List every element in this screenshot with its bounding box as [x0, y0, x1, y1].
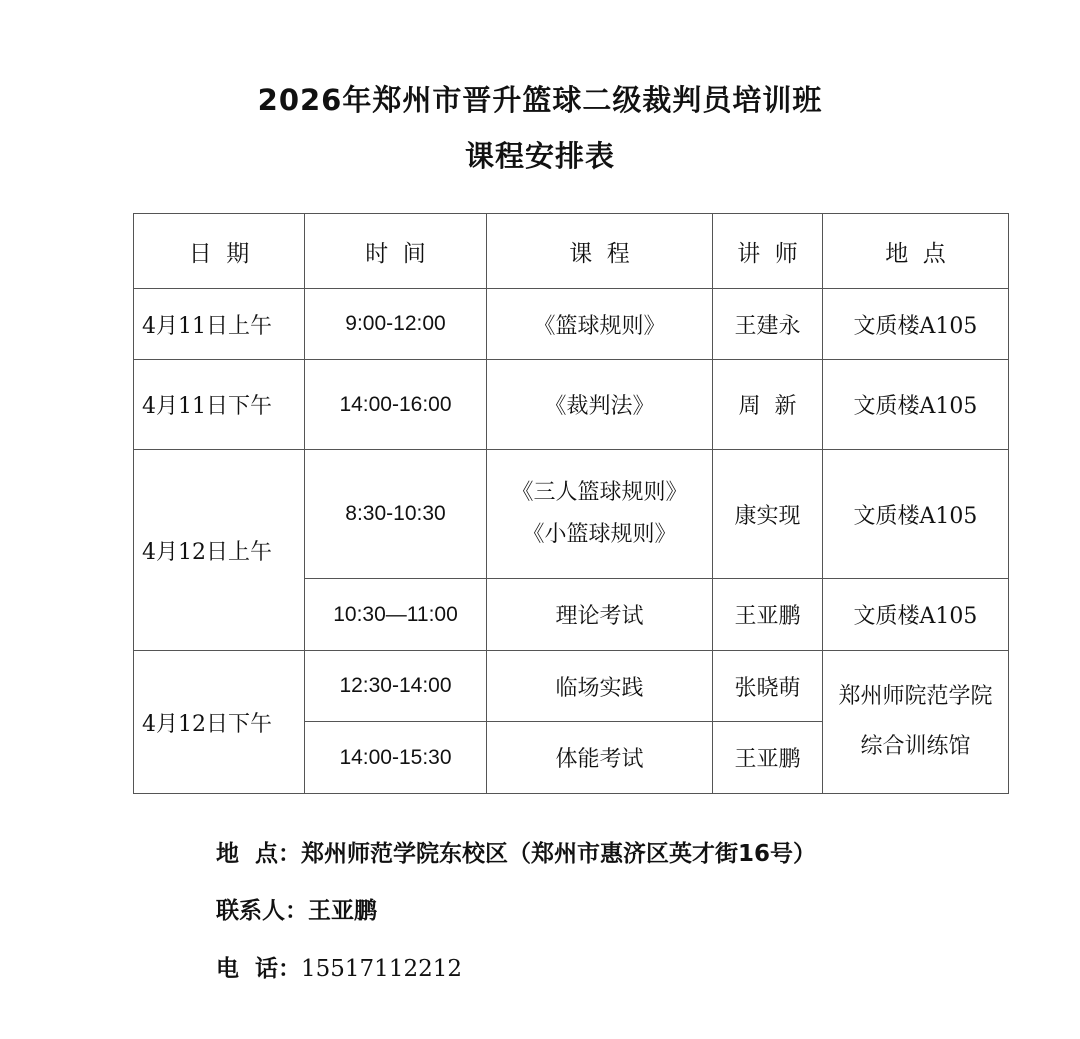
- course-cell: [487, 450, 713, 579]
- location-cell: 文质楼A105: [823, 450, 1009, 579]
- header-date: 日 期: [134, 214, 305, 289]
- schedule-table: [133, 213, 1009, 794]
- date-cell: 4月11日下午: [134, 360, 305, 450]
- contact-value: 王亚鹏: [308, 898, 377, 924]
- location-cell: 文质楼A105: [823, 289, 1009, 360]
- lecturer-cell: 王建永: [713, 289, 823, 360]
- header-course: 课 程: [487, 214, 713, 289]
- phone-value: 15517112212: [301, 956, 462, 982]
- phone-line: [216, 950, 462, 983]
- course-line: 《小篮球规则》: [522, 522, 677, 547]
- course-cell: 体能考试: [487, 722, 713, 794]
- time-cell: 9:00-12:00: [305, 289, 487, 360]
- address-line: [216, 835, 816, 868]
- table-row: [134, 289, 1009, 360]
- location-cell: 文质楼A105: [823, 360, 1009, 450]
- date-cell: 4月12日上午: [134, 450, 305, 651]
- course-cell: 理论考试: [487, 579, 713, 651]
- course-line: 《三人篮球规则》: [511, 480, 688, 505]
- contact-label: 联系人：: [216, 898, 308, 924]
- lecturer-cell: 张晓萌: [713, 651, 823, 722]
- document-title: 2026年郑州市晋升篮球二级裁判员培训班: [257, 83, 823, 117]
- table-row: [134, 651, 1009, 722]
- lecturer-cell: 王亚鹏: [713, 579, 823, 651]
- table-row: [134, 360, 1009, 450]
- time-cell: 14:00-15:30: [305, 722, 487, 794]
- location-line: 郑州师院范学院: [838, 684, 993, 709]
- date-cell: 4月12日下午: [134, 651, 305, 794]
- table-header-row: [134, 214, 1009, 289]
- document-subtitle: 课程安排表: [464, 139, 615, 173]
- time-cell: 8:30-10:30: [305, 450, 487, 579]
- time-cell: 12:30-14:00: [305, 651, 487, 722]
- address-label: 地 点：: [216, 841, 302, 867]
- lecturer-cell: 周 新: [713, 360, 823, 450]
- header-time: 时 间: [305, 214, 487, 289]
- header-location: 地 点: [823, 214, 1009, 289]
- phone-label: 电 话：: [216, 956, 302, 982]
- course-cell: 《裁判法》: [487, 360, 713, 450]
- lecturer-cell: 康实现: [713, 450, 823, 579]
- course-cell: 《篮球规则》: [487, 289, 713, 360]
- header-lecturer: 讲 师: [713, 214, 823, 289]
- table-row: [134, 450, 1009, 579]
- address-value: 郑州师范学院东校区（郑州市惠济区英才街16号）: [301, 841, 817, 867]
- time-cell: 10:30—11:00: [305, 579, 487, 651]
- location-cell: 文质楼A105: [823, 579, 1009, 651]
- time-cell: 14:00-16:00: [305, 360, 487, 450]
- date-cell: 4月11日上午: [134, 289, 305, 360]
- contact-line: [216, 892, 377, 925]
- course-cell: 临场实践: [487, 651, 713, 722]
- lecturer-cell: 王亚鹏: [713, 722, 823, 794]
- location-cell: [823, 651, 1009, 794]
- location-line: 综合训练馆: [860, 734, 971, 759]
